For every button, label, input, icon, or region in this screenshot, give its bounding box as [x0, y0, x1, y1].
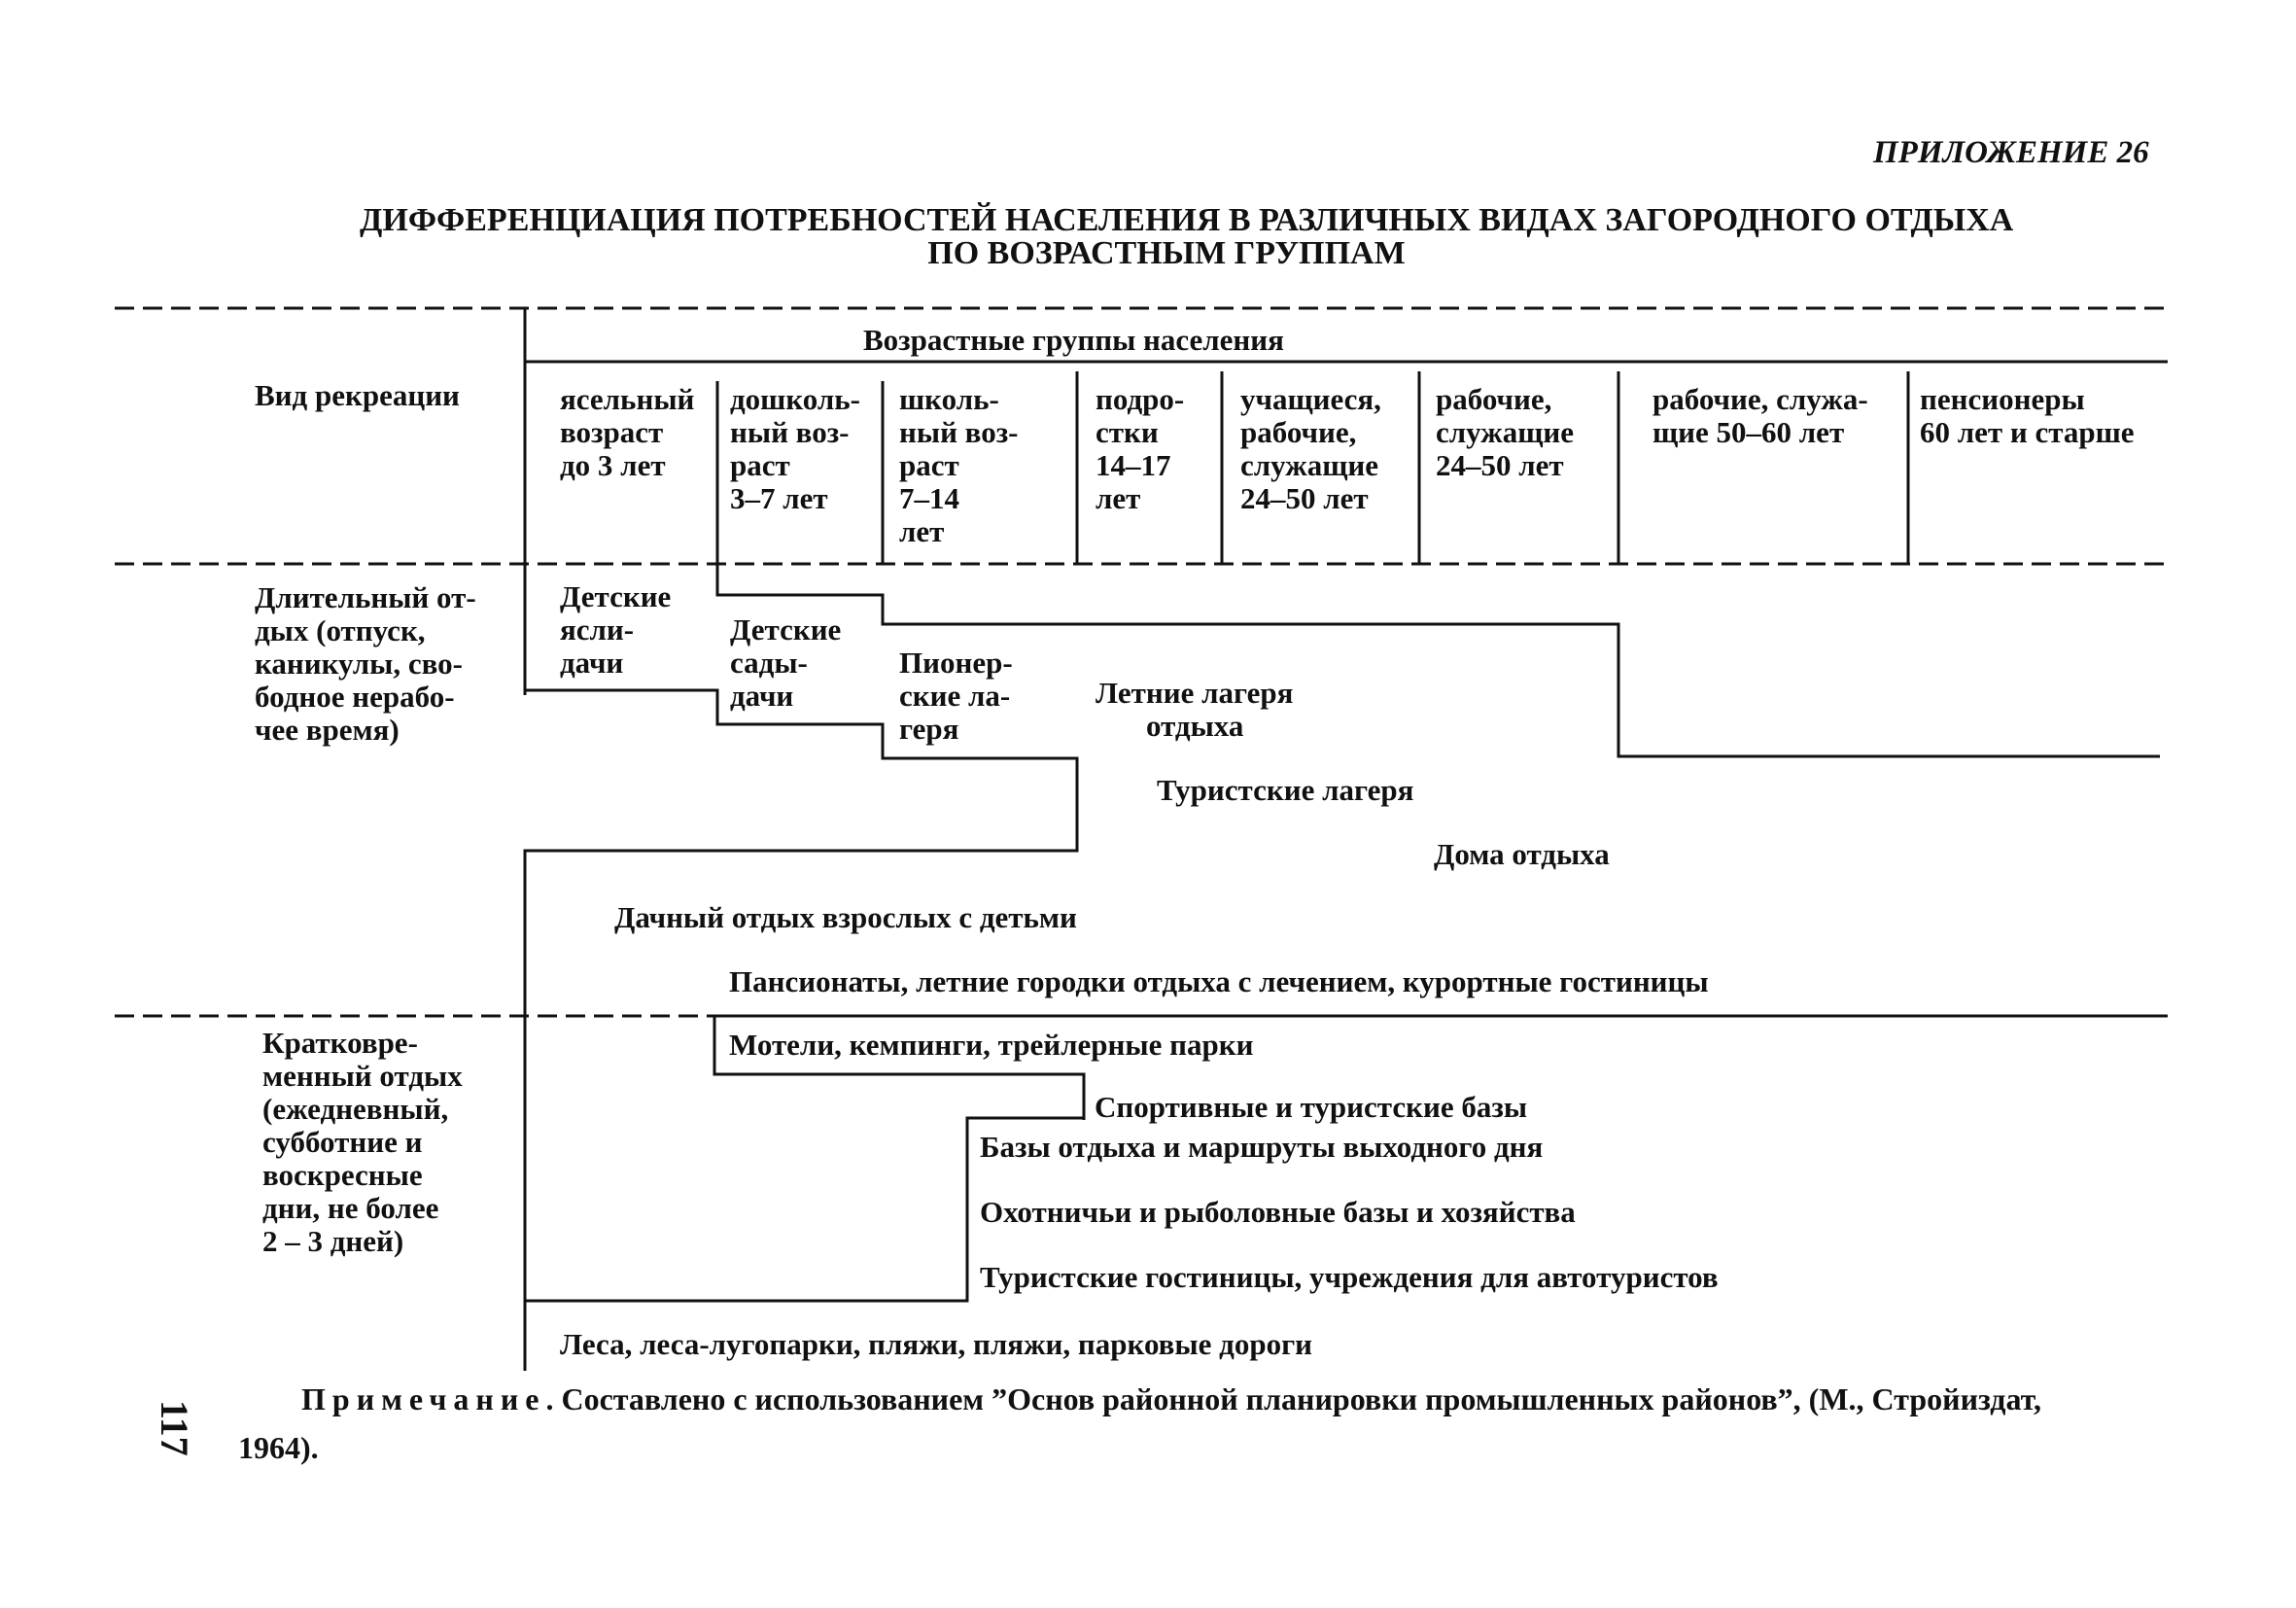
note — [301, 1382, 2041, 1416]
long-rest-label: Длительный от- дых (отпуск, каникулы, сво- бодное нерабо- чее время) — [255, 580, 476, 747]
col-workers-24-50: рабочие, служащие 24–50 лет — [1436, 382, 1575, 482]
title-line-2: ПО ВОЗРАСТНЫМ ГРУППАМ — [927, 235, 1406, 271]
kindergarten-dachas: Детские сады- дачи — [730, 612, 842, 713]
hunting-bases: Охотничьи и рыболовные базы и хозяйства — [980, 1195, 1576, 1229]
page-number: 117 — [153, 1400, 196, 1456]
col-school-age: школь- ный воз- раст 7–14 лет — [899, 382, 1019, 548]
short-rest-label: Кратковре- менный отдых (ежедневный, субботние и воскресные дни, не более 2 – 3 дней) — [262, 1026, 463, 1258]
appendix-label: ПРИЛОЖЕНИЕ 26 — [1873, 135, 2149, 170]
rest-bases: Базы отдыха и маршруты выходного дня — [980, 1130, 1544, 1164]
col-nursery-age: ясельный возраст до 3 лет — [560, 382, 695, 482]
col-workers-50-60: рабочие, служа- щие 50–60 лет — [1652, 382, 1868, 449]
col-preschool-age: дошколь- ный воз- раст 3–7 лет — [730, 382, 861, 515]
age-groups-header: Возрастные группы населения — [863, 323, 1284, 357]
motels: Мотели, кемпинги, трейлерные парки — [729, 1028, 1254, 1062]
col-teenagers: подро- стки 14–17 лет — [1096, 382, 1185, 515]
note-prefix: Примечание — [301, 1381, 546, 1416]
col-students-workers: учащиеся, рабочие, служащие 24–50 лет — [1240, 382, 1381, 515]
forests: Леса, леса-лугопарки, пляжи, пляжи, парковые дороги — [560, 1327, 1313, 1361]
dacha-rest: Дачный отдых взрослых с детьми — [614, 900, 1077, 934]
summer-camps: Летние лагеря отдыха — [1096, 676, 1294, 743]
note-text: . Составлено с использованием ”Основ районной планировки промышленных районов”, (М., Стройиздат, — [545, 1381, 2041, 1416]
sport-bases: Спортивные и туристские базы — [1095, 1090, 1528, 1124]
note-line-2: 1964). — [238, 1430, 319, 1465]
row-type-header: Вид рекреации — [255, 378, 460, 412]
pioneer-camps: Пионер- ские ла- геря — [899, 646, 1013, 746]
col-pensioners: пенсионеры 60 лет и старше — [1920, 382, 2135, 449]
nursery-dachas: Детские ясли- дачи — [560, 579, 672, 680]
tourist-camps: Туристские лагеря — [1157, 773, 1414, 807]
title-line-1: ДИФФЕРЕНЦИАЦИЯ ПОТРЕБНОСТЕЙ НАСЕЛЕНИЯ В РАЗЛИЧНЫХ ВИДАХ ЗАГОРОДНОГО ОТДЫХА — [360, 202, 2014, 238]
rest-homes: Дома отдыха — [1434, 837, 1610, 871]
tourist-hotels: Туристские гостиницы, учреждения для автотуристов — [980, 1260, 1719, 1294]
boarding-houses: Пансионаты, летние городки отдыха с лечением, курортные гостиницы — [729, 964, 1709, 998]
